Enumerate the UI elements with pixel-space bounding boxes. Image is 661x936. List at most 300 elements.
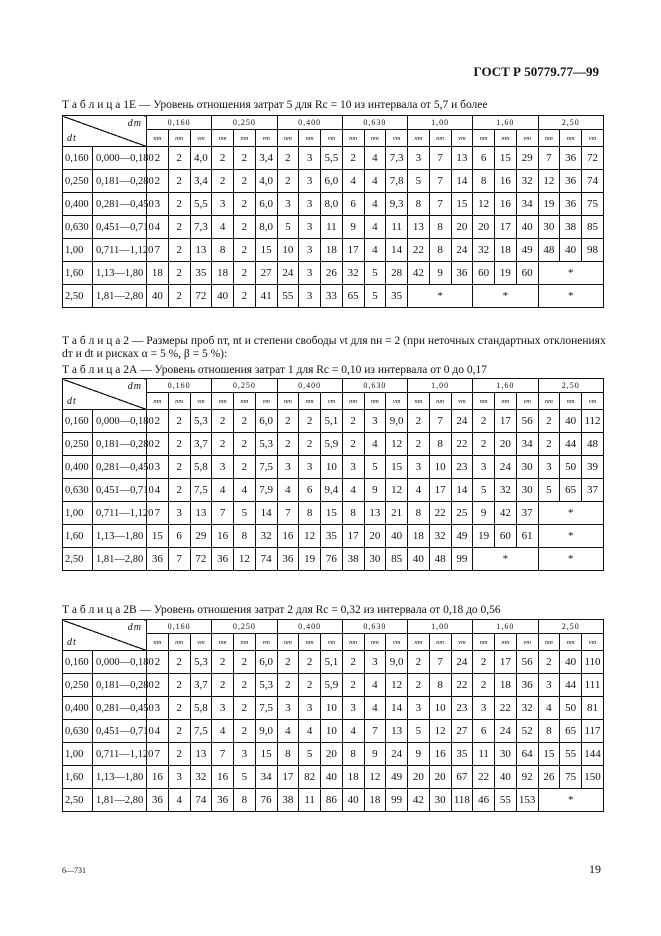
data-cell: 3 — [408, 697, 430, 720]
row-d-value: 0,160 — [63, 410, 93, 433]
data-cell: 4 — [212, 216, 234, 239]
data-cell: 3 — [538, 456, 560, 479]
data-cell: 3 — [147, 697, 169, 720]
data-cell: 2 — [168, 651, 190, 674]
data-cell: 6 — [299, 479, 321, 502]
data-cell: 21 — [386, 502, 408, 525]
data-cell: 8 — [212, 239, 234, 262]
data-cell: 44 — [560, 433, 582, 456]
sub-header: νт — [451, 634, 473, 651]
group-header: 0,400 — [277, 379, 342, 393]
group-header: 1,00 — [408, 620, 473, 634]
table-2a — [62, 378, 604, 571]
row-range: 0,451—0,710 — [93, 720, 147, 743]
sub-header: nт — [299, 393, 321, 410]
data-cell: 8 — [429, 239, 451, 262]
table-row — [63, 479, 604, 502]
data-cell: 10 — [429, 697, 451, 720]
row-d-value: 2,50 — [63, 789, 93, 812]
data-cell: 72 — [190, 285, 212, 308]
data-cell: 2 — [408, 410, 430, 433]
row-range: 1,81—2,80 — [93, 548, 147, 571]
data-cell: 60 — [473, 262, 495, 285]
data-cell: 24 — [495, 456, 517, 479]
data-cell: 8 — [342, 743, 364, 766]
data-cell: 13 — [190, 743, 212, 766]
data-cell: 16 — [495, 170, 517, 193]
caption-table-2-line1: Т а б л и ц а 2 — Размеры проб nт, nt и степени свободы νt для nн = 2 (при неточных стандартных отклонениях — [62, 335, 606, 347]
data-cell: 49 — [386, 766, 408, 789]
data-cell: 12 — [386, 433, 408, 456]
data-cell: 6,0 — [321, 170, 343, 193]
data-cell: 7 — [538, 147, 560, 170]
sub-header: νт — [516, 130, 538, 147]
data-cell: 2 — [277, 170, 299, 193]
header-corner-cell — [63, 379, 147, 410]
data-cell: 7 — [429, 170, 451, 193]
data-cell: 22 — [408, 239, 430, 262]
data-cell: 5,1 — [321, 410, 343, 433]
sub-header: nт — [234, 130, 256, 147]
sub-header: nт — [473, 393, 495, 410]
data-cell: 3 — [299, 239, 321, 262]
sub-header: nт — [277, 634, 299, 651]
data-cell: 6,0 — [255, 410, 277, 433]
sub-header: nт — [560, 634, 582, 651]
data-cell: 3 — [342, 456, 364, 479]
sub-header: nт — [277, 393, 299, 410]
data-cell: 2 — [234, 193, 256, 216]
data-cell: 12 — [234, 548, 256, 571]
sub-header: nт — [560, 393, 582, 410]
data-cell: 3 — [147, 456, 169, 479]
data-cell: 56 — [516, 410, 538, 433]
data-cell: 9 — [473, 502, 495, 525]
data-cell: 4,0 — [255, 170, 277, 193]
merged-asterisk-cell: * — [538, 789, 604, 812]
data-cell: 32 — [190, 766, 212, 789]
data-cell: 22 — [429, 502, 451, 525]
row-range: 0,281—0,450 — [93, 456, 147, 479]
data-cell: 2 — [538, 651, 560, 674]
data-cell: 5 — [473, 479, 495, 502]
data-cell: 7,3 — [386, 147, 408, 170]
group-header: 0,250 — [212, 620, 277, 634]
group-header: 2,50 — [538, 116, 604, 130]
row-d-value: 2,50 — [63, 285, 93, 308]
data-cell: 9 — [364, 743, 386, 766]
data-cell: 7 — [429, 410, 451, 433]
data-cell: 16 — [212, 525, 234, 548]
data-cell: 40 — [321, 766, 343, 789]
merged-asterisk-cell: * — [473, 285, 538, 308]
data-cell: 2 — [342, 147, 364, 170]
data-cell: 56 — [516, 651, 538, 674]
data-cell: 15 — [451, 193, 473, 216]
data-cell: 2 — [234, 147, 256, 170]
data-cell: 13 — [364, 502, 386, 525]
sub-header: nт — [473, 130, 495, 147]
table-row — [63, 433, 604, 456]
sub-header: νт — [190, 393, 212, 410]
data-cell: 2 — [147, 170, 169, 193]
row-d-value: 1,60 — [63, 525, 93, 548]
data-cell: 2 — [538, 410, 560, 433]
data-cell: 18 — [321, 239, 343, 262]
data-cell: 3 — [538, 674, 560, 697]
data-cell: 18 — [147, 262, 169, 285]
sub-header: nт — [408, 393, 430, 410]
data-cell: 38 — [560, 216, 582, 239]
data-cell: 4 — [299, 720, 321, 743]
sub-header: nт — [408, 634, 430, 651]
data-cell: 32 — [516, 697, 538, 720]
group-header: 0,630 — [342, 116, 407, 130]
data-cell: 38 — [342, 548, 364, 571]
merged-asterisk-cell: * — [538, 285, 604, 308]
data-cell: 4 — [212, 720, 234, 743]
data-cell: 55 — [560, 743, 582, 766]
data-cell: 5,3 — [190, 410, 212, 433]
data-cell: 76 — [255, 789, 277, 812]
data-cell: 14 — [451, 170, 473, 193]
data-cell: 110 — [582, 651, 604, 674]
data-cell: 8 — [429, 216, 451, 239]
sub-header: nт — [408, 130, 430, 147]
data-cell: 5,9 — [321, 674, 343, 697]
group-header: 1,60 — [473, 620, 538, 634]
group-header: 0,250 — [212, 116, 277, 130]
data-cell: 3,7 — [190, 433, 212, 456]
row-d-value: 0,250 — [63, 433, 93, 456]
data-cell: 3 — [299, 147, 321, 170]
data-cell: 35 — [190, 262, 212, 285]
data-cell: 3 — [299, 456, 321, 479]
sub-header: νт — [516, 393, 538, 410]
sub-header: νт — [255, 393, 277, 410]
data-cell: 7,5 — [255, 697, 277, 720]
row-range: 0,181—0,280 — [93, 170, 147, 193]
data-cell: 4 — [342, 170, 364, 193]
data-cell: 3,7 — [190, 674, 212, 697]
table-row — [63, 651, 604, 674]
data-cell: 7,5 — [255, 456, 277, 479]
data-cell: 6 — [473, 147, 495, 170]
data-cell: 118 — [451, 789, 473, 812]
data-cell: 24 — [451, 410, 473, 433]
data-cell: 14 — [386, 239, 408, 262]
data-cell: 4 — [364, 433, 386, 456]
row-range: 0,181—0,280 — [93, 433, 147, 456]
data-cell: 4 — [364, 674, 386, 697]
sub-header: nт — [147, 130, 169, 147]
data-cell: 2 — [473, 410, 495, 433]
row-range: 0,000—0,180 — [93, 147, 147, 170]
data-cell: 2 — [147, 147, 169, 170]
data-cell: 55 — [495, 789, 517, 812]
table-row — [63, 548, 604, 571]
data-cell: 36 — [560, 147, 582, 170]
data-cell: 117 — [582, 720, 604, 743]
data-cell: 2 — [212, 147, 234, 170]
data-cell: 22 — [495, 697, 517, 720]
data-cell: 4 — [234, 479, 256, 502]
data-cell: 4 — [408, 479, 430, 502]
data-cell: 5 — [299, 743, 321, 766]
table-2b — [62, 619, 604, 812]
data-cell: 42 — [408, 789, 430, 812]
data-cell: 5 — [364, 262, 386, 285]
data-cell: 19 — [473, 525, 495, 548]
data-cell: 3 — [408, 456, 430, 479]
data-cell: 5 — [364, 456, 386, 479]
sub-header: νт — [582, 634, 604, 651]
data-cell: 32 — [342, 262, 364, 285]
data-cell: 5 — [408, 720, 430, 743]
sub-header: nт — [429, 130, 451, 147]
data-cell: 2 — [168, 674, 190, 697]
data-cell: 8 — [473, 170, 495, 193]
sub-header: νт — [190, 634, 212, 651]
data-cell: 3 — [277, 193, 299, 216]
data-cell: 3 — [408, 147, 430, 170]
sub-header: νт — [451, 130, 473, 147]
data-cell: 2 — [168, 410, 190, 433]
data-cell: 32 — [429, 525, 451, 548]
sub-header: nт — [495, 393, 517, 410]
sub-header: nт — [168, 393, 190, 410]
data-cell: 19 — [538, 193, 560, 216]
data-cell: 2 — [147, 410, 169, 433]
data-cell: 81 — [582, 697, 604, 720]
data-cell: 14 — [255, 502, 277, 525]
data-cell: 3 — [299, 216, 321, 239]
sub-header: nт — [212, 393, 234, 410]
data-cell: 30 — [364, 548, 386, 571]
data-cell: 17 — [495, 216, 517, 239]
data-cell: 5,5 — [190, 193, 212, 216]
sub-header: nт — [212, 130, 234, 147]
table-row — [63, 502, 604, 525]
data-cell: 7,3 — [190, 216, 212, 239]
sub-header: nт — [538, 634, 560, 651]
data-cell: 30 — [495, 743, 517, 766]
sub-header: nт — [364, 393, 386, 410]
data-cell: 3 — [299, 193, 321, 216]
data-cell: 4 — [147, 216, 169, 239]
data-cell: 6,0 — [255, 651, 277, 674]
merged-asterisk-cell: * — [473, 548, 538, 571]
data-cell: 46 — [473, 789, 495, 812]
sub-header: nт — [538, 130, 560, 147]
row-d-value: 1,60 — [63, 766, 93, 789]
data-cell: 7 — [168, 548, 190, 571]
merged-asterisk-cell: * — [538, 548, 604, 571]
data-cell: 2 — [168, 479, 190, 502]
row-d-value: 1,00 — [63, 239, 93, 262]
data-cell: 42 — [408, 262, 430, 285]
data-cell: 13 — [451, 147, 473, 170]
data-cell: 2 — [234, 262, 256, 285]
data-cell: 7 — [364, 720, 386, 743]
data-cell: 2 — [277, 674, 299, 697]
row-range: 0,711—1,120 — [93, 743, 147, 766]
sub-header: nт — [168, 634, 190, 651]
data-cell: 35 — [321, 525, 343, 548]
data-cell: 7,9 — [255, 479, 277, 502]
data-cell: 8 — [234, 525, 256, 548]
data-cell: 3 — [299, 262, 321, 285]
data-cell: 98 — [582, 239, 604, 262]
data-cell: 2 — [234, 651, 256, 674]
data-cell: 2 — [277, 433, 299, 456]
sub-header: νт — [582, 393, 604, 410]
data-cell: 3 — [168, 502, 190, 525]
data-cell: 2 — [212, 433, 234, 456]
data-cell: 30 — [516, 479, 538, 502]
table-row — [63, 766, 604, 789]
data-cell: 72 — [582, 147, 604, 170]
data-cell: 32 — [516, 170, 538, 193]
row-range: 0,451—0,710 — [93, 216, 147, 239]
sub-header: nт — [342, 393, 364, 410]
data-cell: 26 — [538, 766, 560, 789]
sub-header: nт — [299, 634, 321, 651]
data-cell: 3 — [364, 410, 386, 433]
table-row — [63, 285, 604, 308]
data-cell: 14 — [386, 697, 408, 720]
corner-label-bottom: dt — [67, 133, 77, 144]
data-cell: 2 — [473, 433, 495, 456]
data-cell: 23 — [451, 456, 473, 479]
page-number: 19 — [589, 862, 601, 876]
data-cell: 2 — [299, 674, 321, 697]
row-d-value: 0,400 — [63, 456, 93, 479]
data-cell: 2 — [147, 433, 169, 456]
data-cell: 5,5 — [321, 147, 343, 170]
table-row — [63, 720, 604, 743]
data-cell: 37 — [516, 502, 538, 525]
row-range: 0,281—0,450 — [93, 193, 147, 216]
sub-header: nт — [168, 130, 190, 147]
table-row — [63, 193, 604, 216]
data-cell: 13 — [190, 239, 212, 262]
data-cell: 3 — [212, 456, 234, 479]
data-cell: 2 — [408, 674, 430, 697]
data-cell: 4 — [147, 479, 169, 502]
data-cell: 2 — [234, 285, 256, 308]
data-cell: 3 — [168, 766, 190, 789]
data-cell: 3 — [147, 193, 169, 216]
sub-header: nт — [342, 634, 364, 651]
data-cell: 12 — [364, 766, 386, 789]
data-cell: 5 — [234, 766, 256, 789]
data-cell: 2 — [147, 674, 169, 697]
row-range: 0,711—1,120 — [93, 239, 147, 262]
data-cell: 2 — [473, 651, 495, 674]
data-cell: 5 — [538, 479, 560, 502]
data-cell: 6 — [168, 525, 190, 548]
data-cell: 4 — [147, 720, 169, 743]
data-cell: 2 — [299, 410, 321, 433]
row-range: 0,711—1,120 — [93, 502, 147, 525]
corner-label-bottom: dt — [67, 396, 77, 407]
data-cell: 36 — [212, 789, 234, 812]
data-cell: 40 — [386, 525, 408, 548]
data-cell: 36 — [560, 193, 582, 216]
data-cell: 8,0 — [321, 193, 343, 216]
sub-header: νт — [321, 634, 343, 651]
data-cell: 30 — [516, 456, 538, 479]
sub-header: nт — [364, 130, 386, 147]
data-cell: 5,3 — [255, 433, 277, 456]
data-cell: 48 — [582, 433, 604, 456]
sub-header: νт — [386, 130, 408, 147]
sub-header: nт — [560, 130, 582, 147]
row-d-value: 0,400 — [63, 697, 93, 720]
group-header: 0,630 — [342, 620, 407, 634]
data-cell: 2 — [147, 651, 169, 674]
data-cell: 65 — [560, 479, 582, 502]
data-cell: 11 — [386, 216, 408, 239]
data-cell: 22 — [451, 433, 473, 456]
data-cell: 36 — [212, 548, 234, 571]
data-cell: 50 — [560, 697, 582, 720]
data-cell: 5,9 — [321, 433, 343, 456]
data-cell: 2 — [277, 410, 299, 433]
data-cell: 2 — [168, 697, 190, 720]
data-cell: 2 — [538, 433, 560, 456]
merged-asterisk-cell: * — [408, 285, 473, 308]
data-cell: 49 — [451, 525, 473, 548]
caption-table-2a: Т а б л и ц а 2А — Уровень отношения затрат 1 для Rc = 0,10 из интервала от 0 до 0,17 — [62, 364, 487, 376]
corner-label-bottom: dt — [67, 637, 77, 648]
data-cell: 2 — [234, 239, 256, 262]
data-cell: 2 — [277, 651, 299, 674]
data-cell: 34 — [516, 193, 538, 216]
data-cell: 15 — [147, 525, 169, 548]
group-header: 2,50 — [538, 620, 604, 634]
data-cell: 3,4 — [190, 170, 212, 193]
data-cell: 27 — [451, 720, 473, 743]
data-cell: 36 — [147, 548, 169, 571]
data-cell: 5 — [277, 216, 299, 239]
row-d-value: 1,00 — [63, 743, 93, 766]
data-cell: 8 — [408, 502, 430, 525]
sub-header: nт — [234, 393, 256, 410]
data-cell: 111 — [582, 674, 604, 697]
data-cell: 33 — [321, 285, 343, 308]
row-range: 0,000—0,180 — [93, 410, 147, 433]
table-row — [63, 456, 604, 479]
row-range: 1,13—1,80 — [93, 766, 147, 789]
data-cell: 12 — [386, 674, 408, 697]
data-cell: 3 — [234, 743, 256, 766]
data-cell: 150 — [582, 766, 604, 789]
row-d-value: 0,630 — [63, 479, 93, 502]
sub-header: nт — [147, 393, 169, 410]
data-cell: 15 — [495, 147, 517, 170]
data-cell: 32 — [495, 479, 517, 502]
group-header: 1,00 — [408, 116, 473, 130]
data-cell: 2 — [212, 410, 234, 433]
data-cell: 4 — [277, 720, 299, 743]
data-cell: 4 — [364, 193, 386, 216]
data-cell: 2 — [342, 651, 364, 674]
sub-header: nт — [299, 130, 321, 147]
data-cell: 7,8 — [386, 170, 408, 193]
data-cell: 2 — [168, 262, 190, 285]
